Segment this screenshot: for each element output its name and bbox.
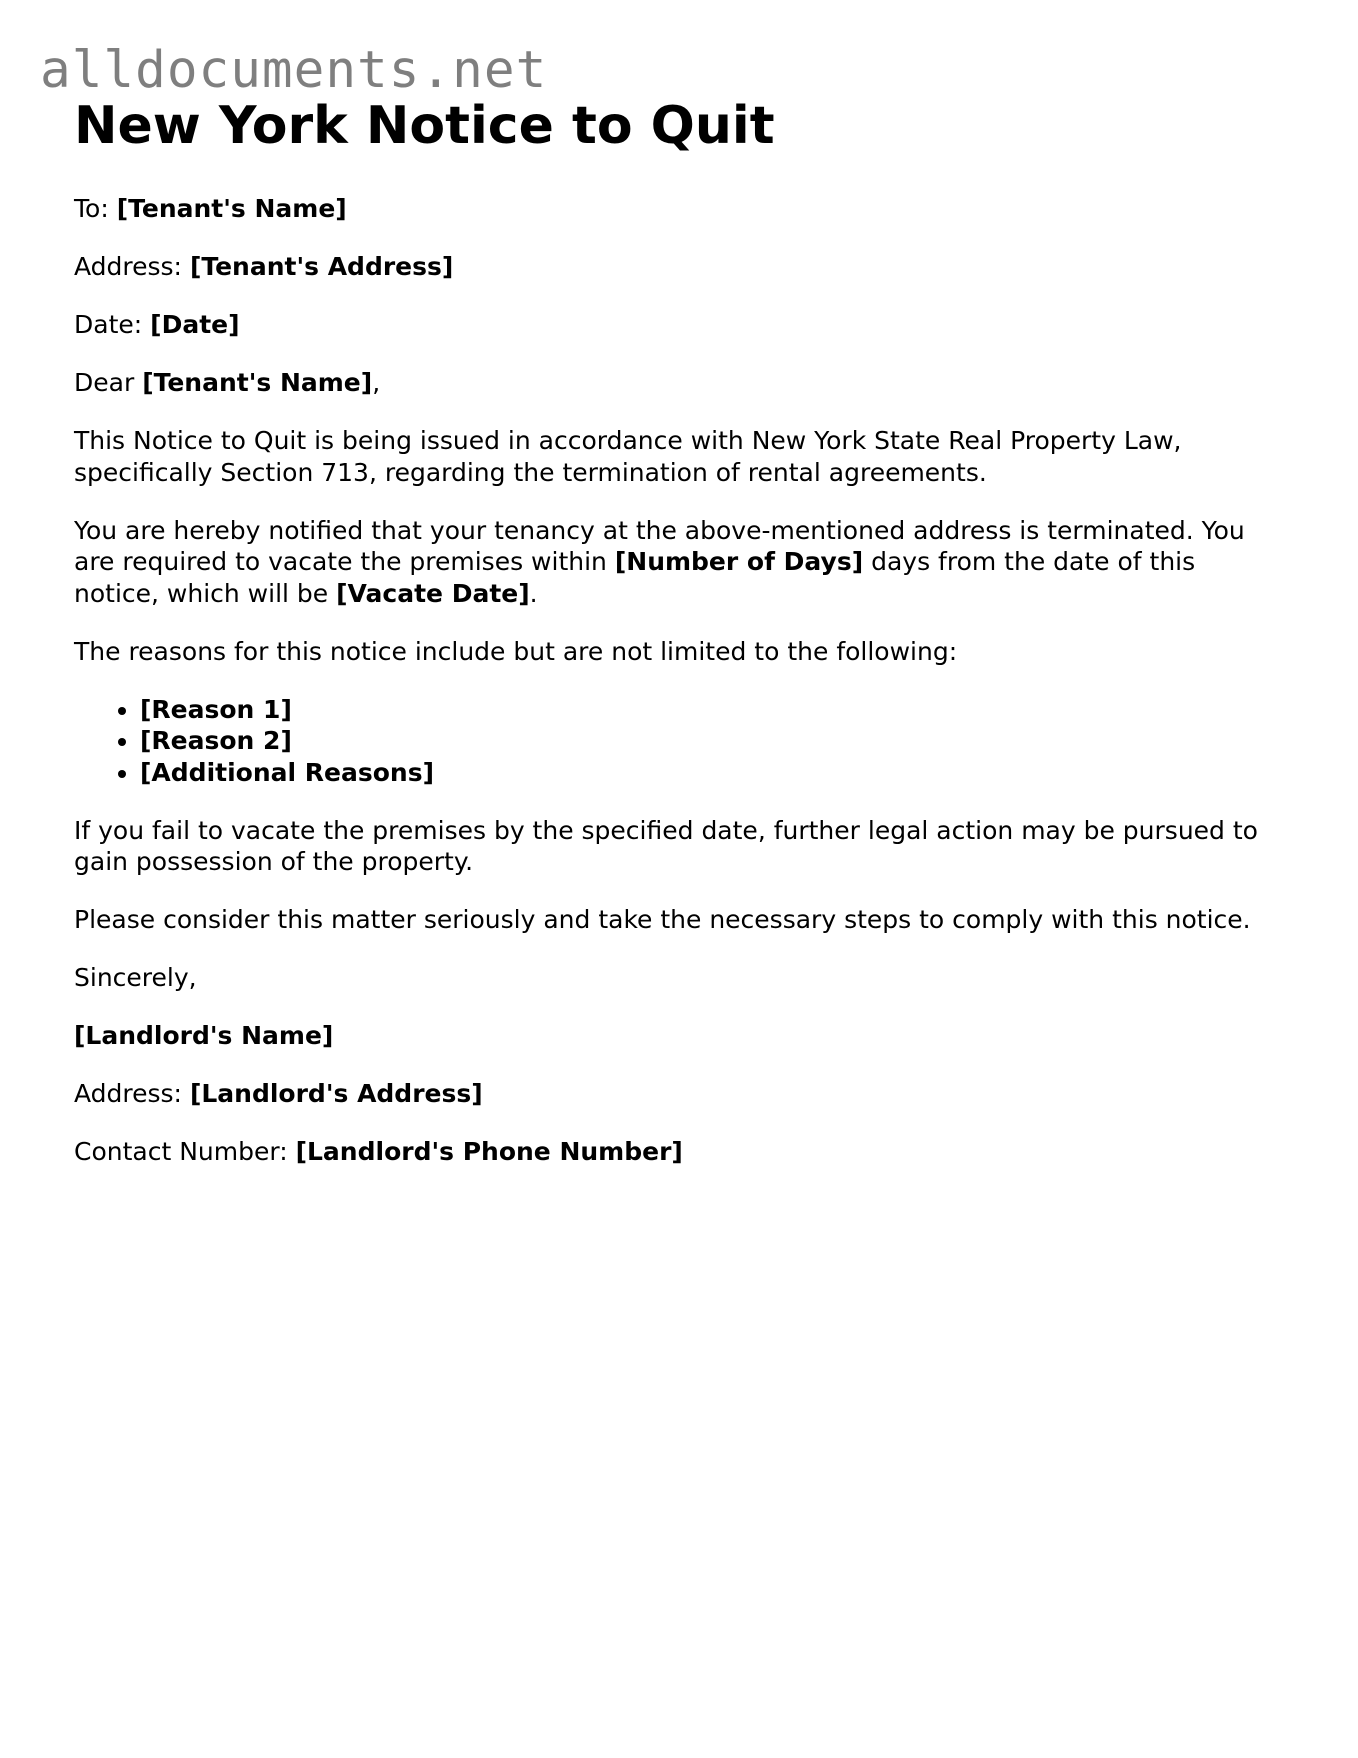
notify-part3: . [529,578,538,608]
closing: Sincerely, [74,963,197,992]
vacate-date-placeholder: [Vacate Date] [336,578,530,608]
date-line [74,309,1284,341]
reason-item: • [Reason 1] [140,694,1284,726]
tenant-address-line [74,251,1284,283]
tenant-address-placeholder: [Tenant's Address] [189,252,454,281]
salutation-suffix: , [372,368,381,397]
date-placeholder: [Date] [150,310,240,339]
contact-label: Contact Number: [74,1137,288,1166]
paragraph-consider: Please consider this matter seriously and take the necessary steps to comply with this notice. [74,905,1251,934]
paragraph-legal: If you fail to vacate the premises by the specified date, further legal action may be pursued to gain possession of the property. [74,815,1258,876]
salutation-prefix: Dear [74,368,135,397]
contact-line [74,1136,1284,1168]
landlord-name-placeholder: [Landlord's Name] [74,1021,334,1050]
watermark: alldocuments.net [40,41,548,100]
reason-item: • [Reason 2] [140,725,1284,757]
page-title: New York Notice to Quit [74,96,775,156]
to-label: To: [74,194,109,223]
notify-part1: You are hereby notified that your tenancy at the above-mentioned address is terminated. You are required to vacate the premises within [74,515,1245,576]
number-of-days-placeholder: [Number of Days] [614,547,864,576]
reason-item: • [Additional Reasons] [140,757,1284,789]
salutation [74,367,1284,399]
paragraph-notify [74,515,1284,610]
landlord-address-line [74,1078,1284,1110]
document-body [74,193,1284,1194]
date-label: Date: [74,310,143,339]
landlord-name-line [74,1020,1284,1052]
tenant-address-label: Address: [74,252,182,281]
notify-part2: days from the date of this notice, which will be [74,547,1196,608]
reasons-intro: The reasons for this notice include but are not limited to the following: [74,636,958,666]
landlord-address-placeholder: [Landlord's Address] [189,1079,483,1108]
salutation-name: [Tenant's Name] [142,368,373,397]
to-line [74,193,1284,225]
paragraph-law: This Notice to Quit is being issued in accordance with New York State Real Property Law, specifically Section 713, regarding the termination of rental agreements. [74,426,1182,487]
tenant-name-placeholder: [Tenant's Name] [116,194,347,223]
landlord-phone-placeholder: [Landlord's Phone Number] [295,1137,683,1166]
landlord-address-label: Address: [74,1079,182,1108]
reasons-list [74,694,1284,789]
